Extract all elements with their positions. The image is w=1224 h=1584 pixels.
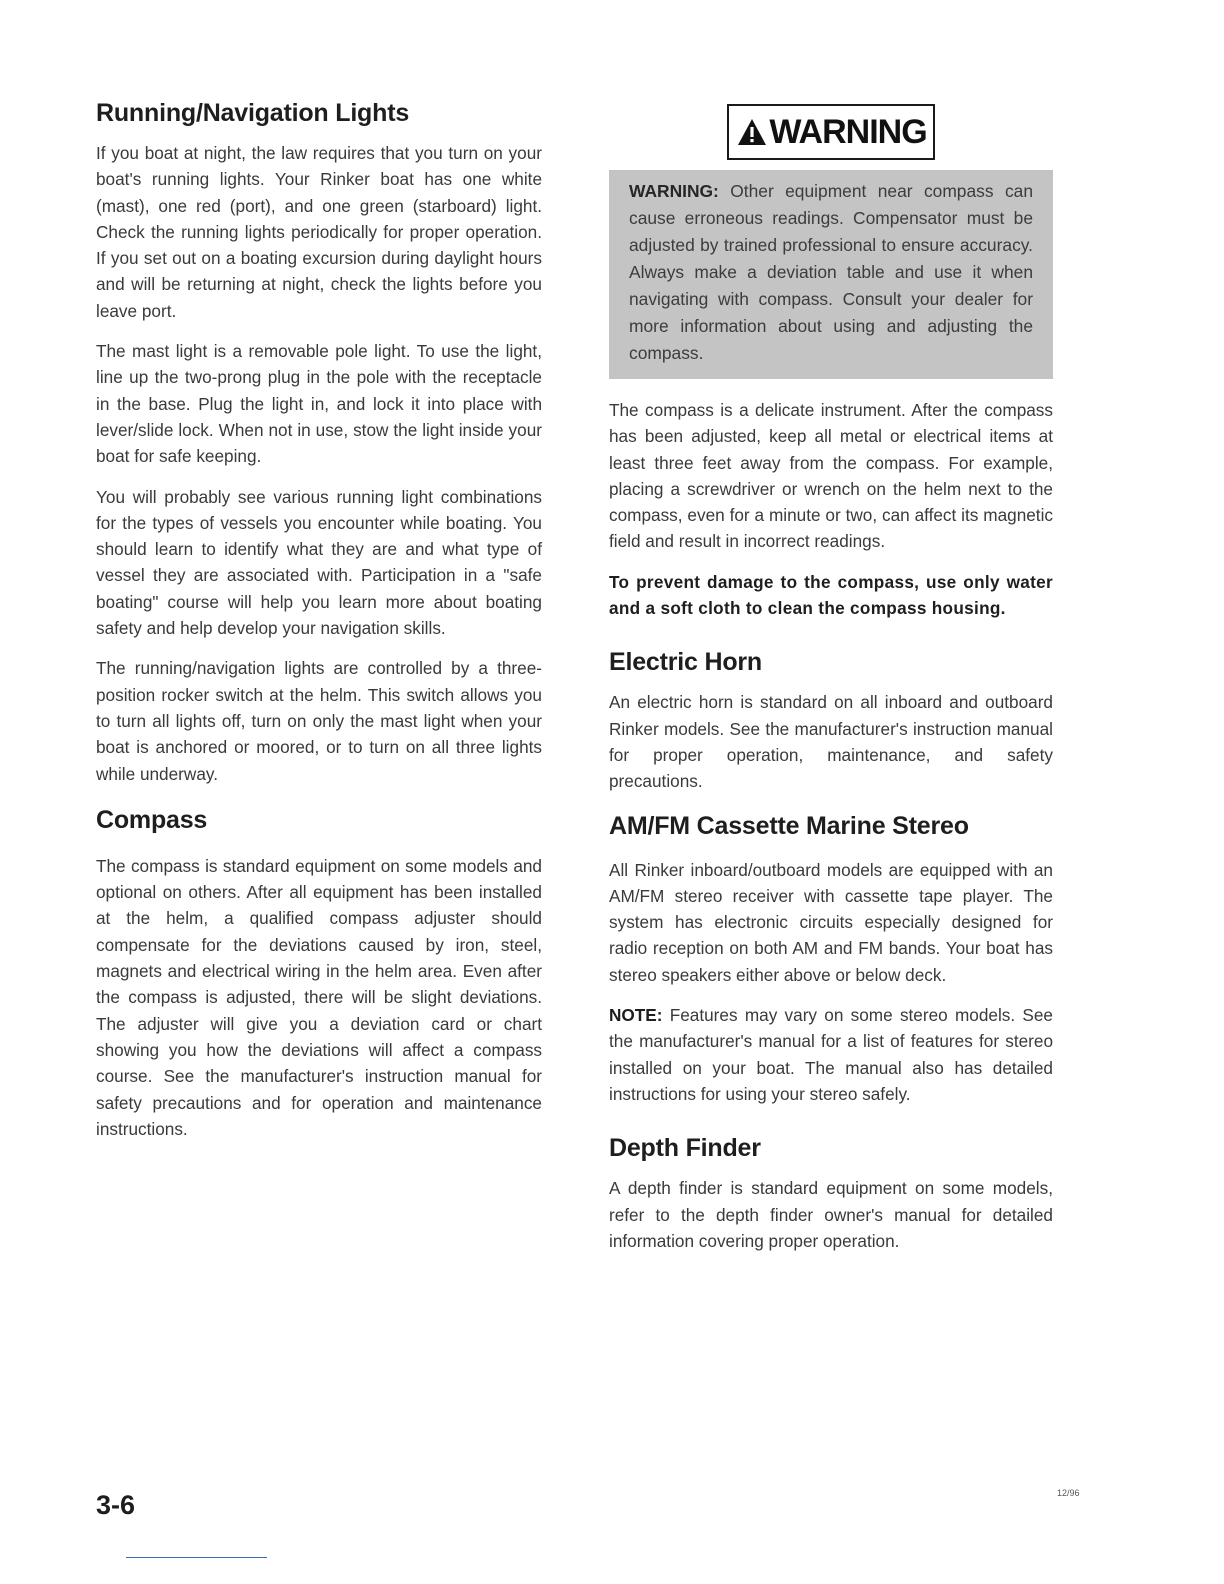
left-column (96, 98, 542, 1156)
compass-care-note: To prevent damage to the compass, use only water and a soft cloth to clean the compass housing. (609, 571, 1053, 619)
running-lights-para-2: The mast light is a removable pole light. To use the light, line up the two-prong plug in the pole with the receptacle in the base. Plug the light in, and lock it into place with lever/slide lock. When not in use, stow the light inside your boat for safe keeping. (96, 341, 542, 467)
running-lights-para-4: The running/navigation lights are controlled by a three-position rocker switch at the helm. This switch allows you to turn all lights off, turn on only the mast light when your boat is anchored or moored, or to turn on all three lights while underway. (96, 658, 542, 784)
stereo-note-text: Features may vary on some stereo models. See the manufacturer's manual for a list of features for stereo installed on your boat. The manual also has detailed instructions for using your stereo safely. (609, 1005, 1053, 1104)
date-code: 12/96 (1057, 1488, 1080, 1498)
warning-body: Other equipment near compass can cause erroneous readings. Compensator must be adjusted by trained professional to ensure accuracy. Always make a deviation table and use it when navigating with compass. Consult your dealer for more information about using and adjusting the compass. (629, 181, 1033, 363)
compass-heading: Compass (96, 805, 208, 834)
horn-heading: Electric Horn (609, 648, 763, 677)
depth-heading: Depth Finder (609, 1134, 761, 1163)
page-number: 3-6 (96, 1490, 136, 1520)
compass-section (96, 805, 542, 1142)
compass-care-section (609, 397, 1053, 621)
bottom-rule (126, 1557, 267, 1558)
stereo-heading: AM/FM Cassette Marine Stereo (609, 811, 969, 840)
horn-paragraph: An electric horn is standard on all inboard and outboard Rinker models. See the manufacturer's instruction manual for proper operation, maintenance, and safety precautions. (609, 692, 1053, 792)
warning-header-wrap (609, 104, 1053, 160)
warning-triangle-icon (737, 118, 767, 146)
warning-label: WARNING: (629, 181, 719, 201)
compass-care-paragraph: The compass is a delicate instrument. After the compass has been adjusted, keep all metal or electrical items at least three feet away from the compass. For example, placing a screwdriver or wrench on the helm next to the compass, even for a minute or two, can affect its magnetic field and result in incorrect readings. (609, 400, 1053, 552)
stereo-paragraph: All Rinker inboard/outboard models are equipped with an AM/FM stereo receiver with cassette tape player. The system has electronic circuits especially designed for radio reception on both AM and FM bands. Your boat has stereo speakers either above or below deck. (609, 859, 1053, 985)
warning-header (727, 104, 934, 160)
warning-text (629, 178, 1033, 367)
right-column (609, 104, 1053, 1268)
stereo-note (609, 1002, 1053, 1107)
horn-section (609, 647, 1053, 794)
running-lights-heading: Running/Navigation Lights (96, 99, 410, 127)
compass-paragraph: The compass is standard equipment on some models and optional on others. After all equipment has been installed at the helm, a qualified compass adjuster should compensate for the deviations caused by iron, steel, magnets and electrical wiring in the helm area. Even after the compass is adjusted, there will be slight deviations. The adjuster will give you a deviation card or chart showing you how the deviations will affect a compass course. See the manufacturer's instruction manual for safety precautions and for operation and maintenance instructions. (96, 855, 542, 1139)
running-lights-para-3: You will probably see various running light combinations for the types of vessels you encounter while boating. You should learn to identify what they are and what type of vessel they are associated with. Participation in a "safe boating" course will help you learn more about boating safety and help develop your navigation skills. (96, 486, 542, 639)
warning-header-text: WARNING (769, 113, 927, 151)
warning-box (609, 170, 1053, 379)
stereo-section (609, 811, 1053, 1108)
depth-paragraph: A depth finder is standard equipment on some models, refer to the depth finder owner's manual for detailed information covering proper operation. (609, 1178, 1053, 1251)
stereo-note-label: NOTE: (609, 1005, 663, 1026)
depth-section (609, 1133, 1053, 1254)
running-lights-para-1: If you boat at night, the law requires that you turn on your boat's running lights. Your Rinker boat has one white (mast), one red (port), and one green (starboard) light. Check the running lights periodically for proper operation. If you set out on a boating excursion during daylight hours and will be returning at night, check the lights before you leave port. (96, 143, 542, 321)
running-lights-section (96, 98, 542, 787)
